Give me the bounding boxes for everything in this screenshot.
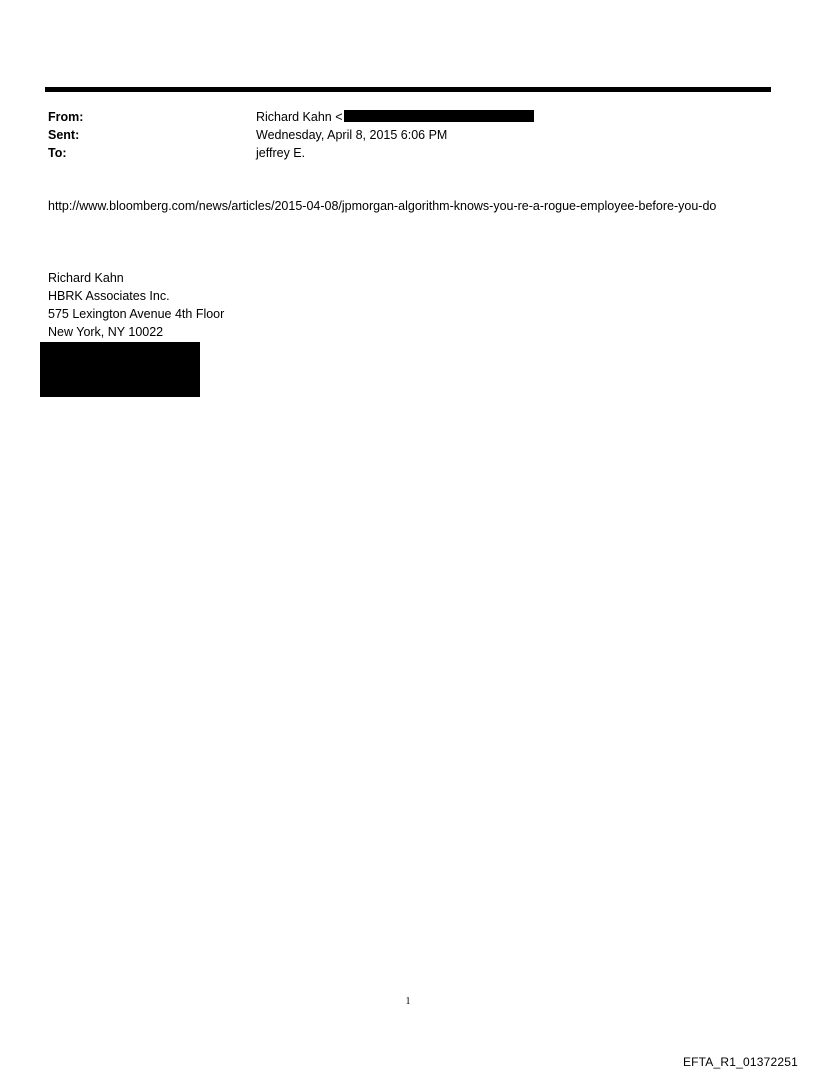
- article-link[interactable]: http://www.bloomberg.com/news/articles/2015-04-08/jpmorgan-algorithm-knows-you-re-a-rogue-employee-before-you-do: [48, 199, 717, 213]
- signature-block: [48, 269, 224, 341]
- from-name: Richard Kahn <: [256, 110, 343, 124]
- sent-label: Sent:: [48, 128, 80, 142]
- redacted-email: [344, 110, 534, 122]
- redaction-block: [40, 342, 200, 397]
- bates-number: EFTA_R1_01372251: [682, 1055, 798, 1069]
- sent-value: Wednesday, April 8, 2015 6:06 PM: [256, 128, 448, 142]
- signature-company: HBRK Associates Inc.: [48, 289, 170, 303]
- signature-name: Richard Kahn: [48, 271, 124, 285]
- signature-address-line1: 575 Lexington Avenue 4th Floor: [48, 307, 225, 321]
- signature-address-line2: New York, NY 10022: [48, 325, 164, 339]
- from-label: From:: [48, 110, 84, 124]
- from-value: [256, 109, 534, 125]
- to-label: To:: [48, 146, 67, 160]
- header-rule: [45, 87, 771, 92]
- to-value: jeffrey E.: [256, 146, 306, 160]
- page-number: 1: [405, 996, 411, 1007]
